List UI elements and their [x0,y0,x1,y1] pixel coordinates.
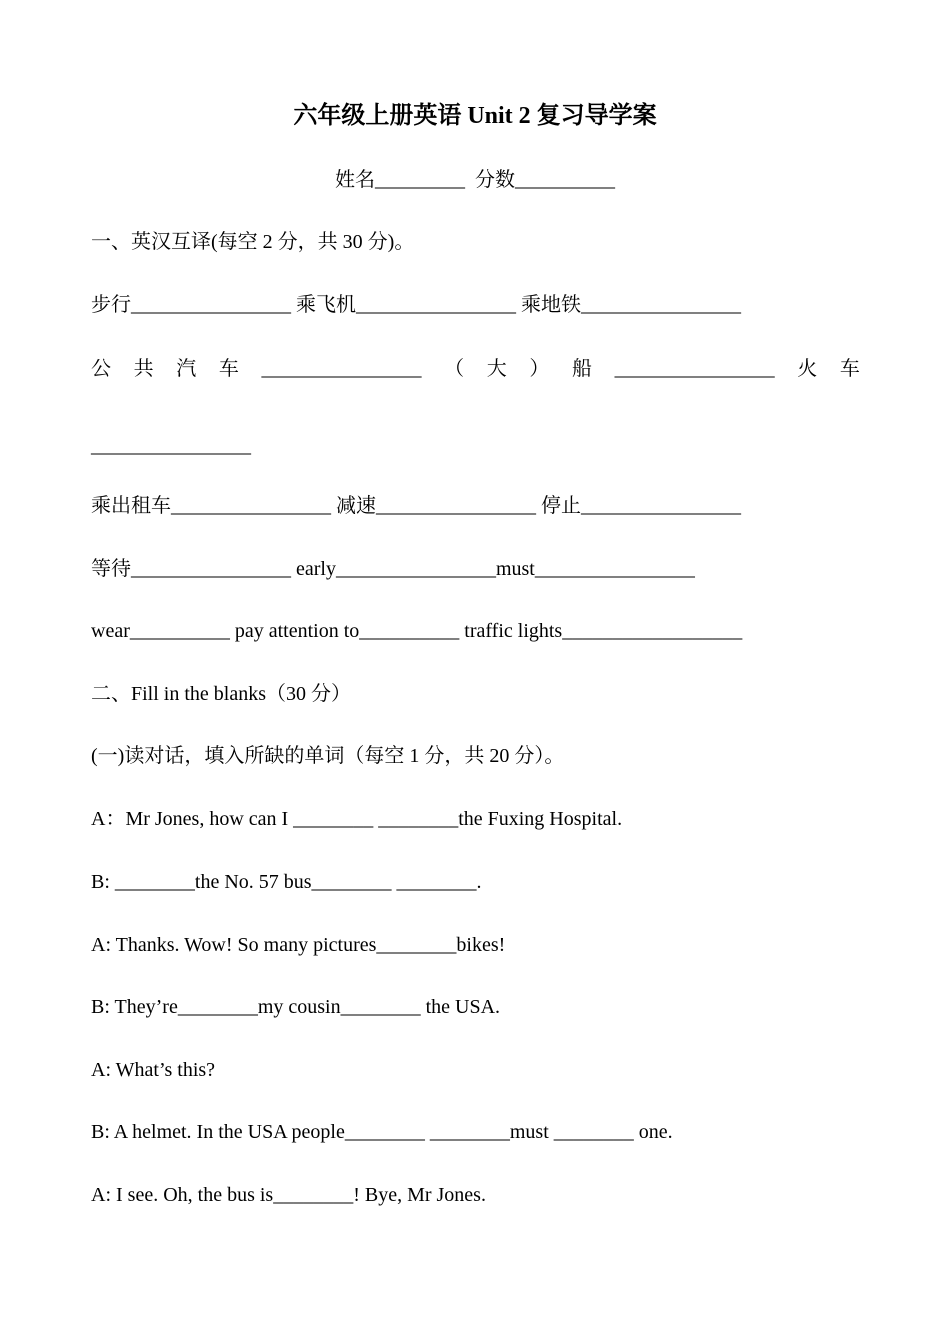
subsection1-heading: (一)读对话，填入所缺的单词（每空 1 分，共 20 分）。 [91,745,565,767]
answer-blank[interactable]: ________________ [261,358,422,380]
section1-heading: 一、英汉互译(每空 2 分，共 30 分)。 [91,231,415,253]
vocab-row-2-item: 公 [91,358,111,380]
vocab-row-2-item: 大 [486,358,507,380]
vocab-row-4[interactable]: 等待________________ early________________must________________ [91,558,695,580]
dialogue-line[interactable]: B: A helmet. In the USA people________ ________must ________ one. [91,1121,673,1143]
vocab-row-2-item: （ [444,358,465,380]
dialogue-line[interactable]: A: Thanks. Wow! So many pictures________bikes! [91,934,506,956]
vocab-row-2-continuation[interactable]: ________________ [91,435,251,457]
vocab-row-5[interactable]: wear__________ pay attention to__________ traffic lights__________________ [91,620,743,642]
vocab-row-2-item: 车 [218,358,239,380]
section2-heading: 二、Fill in the blanks（30 分） [91,683,351,705]
vocab-row-2-item: 车 [839,358,860,380]
name-score-line[interactable]: 姓名_________ 分数__________ [335,169,615,191]
dialogue-line[interactable]: B: ________the No. 57 bus________ ________. [91,871,482,893]
vocab-row-2-item: 共 [133,358,154,380]
vocab-row-2-item: 汽 [176,358,197,380]
dialogue-line[interactable]: B: They’re________my cousin________ the USA. [91,996,501,1018]
vocab-row-2[interactable] [91,355,860,383]
vocab-row-2-item: 船 [572,358,592,380]
answer-blank[interactable]: ________________ [614,358,775,380]
page-title: 六年级上册英语 Unit 2 复习导学案 [293,103,657,129]
vocab-row-2-item: 火 [797,358,818,380]
vocab-row-1[interactable]: 步行________________ 乘飞机________________ 乘地铁________________ [91,294,741,316]
vocab-row-2-item: ） [529,358,550,380]
dialogue-line[interactable]: A: I see. Oh, the bus is________! Bye, Mr Jones. [91,1184,486,1206]
vocab-row-3[interactable]: 乘出租车________________ 减速________________ 停止________________ [91,495,741,517]
dialogue-line: A: What’s this? [91,1059,216,1081]
dialogue-line[interactable]: A：Mr Jones, how can I ________ ________the Fuxing Hospital. [91,808,623,830]
